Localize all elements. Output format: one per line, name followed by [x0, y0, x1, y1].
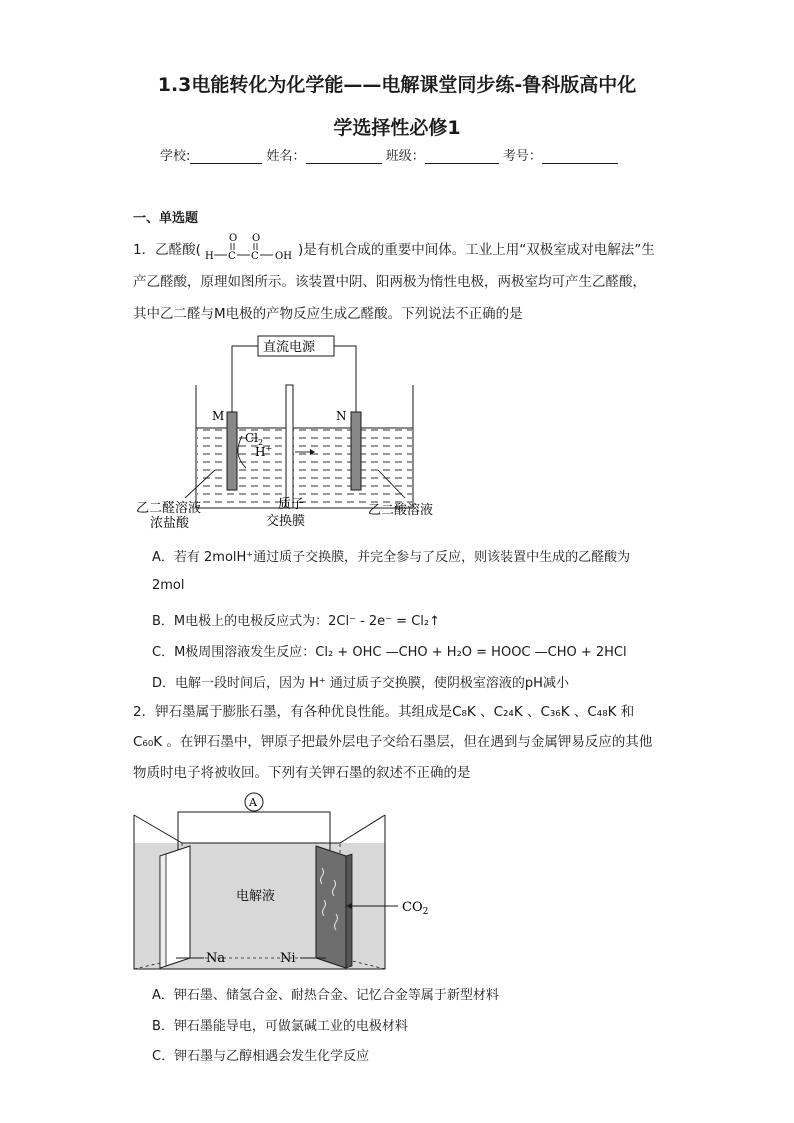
number-blank[interactable]: [542, 150, 618, 164]
q2-option-a: A．钾石墨、储氢合金、耐热合金、记忆合金等属于新型材料: [152, 988, 499, 1003]
cl2-label: $Cl_2$: [245, 431, 264, 447]
na-electrode-side: [160, 854, 166, 968]
student-info-line: [160, 145, 618, 164]
q1-stem-a: 1．乙醛酸(: [133, 242, 201, 258]
co2-battery-diagram: [130, 788, 450, 974]
left-solution-label-1: 乙二醛溶液: [136, 501, 202, 516]
ni-label: Ni: [280, 951, 296, 966]
page-title-line-2: 学选择性必修1: [333, 117, 461, 139]
q1-option-a-line-2: 2mol: [152, 578, 185, 593]
proton-exchange-membrane: [286, 385, 293, 508]
q1-line-3: 其中乙二醛与M电极的产物反应生成乙醛酸。下列说法不正确的是: [133, 306, 523, 322]
electrode-m-label: M: [212, 409, 225, 423]
na-label: Na: [206, 951, 226, 966]
q2-line-3: 物质时电子将被收回。下列有关钾石墨的叙述不正确的是: [133, 765, 471, 781]
mol-c2: C: [251, 251, 259, 262]
battery-lid-edges: [134, 815, 385, 843]
mol-o1: O: [229, 233, 238, 244]
electrolysis-cell-diagram: [130, 330, 450, 530]
mol-o2: O: [252, 233, 261, 244]
school-label: 学校:: [160, 149, 191, 164]
section-heading: 一、单选题: [133, 211, 199, 226]
q2-option-b: B．钾石墨能导电，可做氯碱工业的电极材料: [152, 1019, 408, 1034]
electrolyte-label: 电解液: [236, 889, 276, 904]
glyoxylic-acid-structure: [197, 230, 297, 262]
mol-c1: C: [228, 251, 236, 262]
q1-option-b: B．M电极上的电极反应式为：2Cl⁻ - 2e⁻ = Cl₂↑: [152, 614, 440, 629]
name-blank[interactable]: [306, 150, 382, 164]
co2-label: $CO_2$: [402, 900, 429, 917]
q2-line-2: C₆₀K 。在钾石墨中，钾原子把最外层电子交给石墨层，但在遇到与金属钾易反应的其他: [133, 734, 653, 750]
electrode-n-label: N: [336, 409, 347, 423]
ammeter-label: A: [249, 796, 257, 809]
school-blank[interactable]: [190, 150, 262, 164]
q1-option-c: C．M极周围溶液发生反应：Cl₂ + OHC —CHO + H₂O = HOOC —CHO + 2HCl: [152, 645, 627, 660]
q2-line-1: 2．钾石墨属于膨胀石墨，有各种优良性能。其组成是C₈K 、C₂₄K 、C₃₆K 、C₄₈K 和: [133, 704, 635, 720]
electrode-n: [351, 412, 361, 490]
page-title-line-1: 1.3电能转化为化学能——电解课堂同步练-鲁科版高中化: [157, 74, 637, 96]
left-solution-label-2: 浓盐酸: [150, 516, 190, 530]
name-label: 姓名：: [266, 149, 306, 164]
electrode-m: [227, 412, 237, 490]
q2-option-c: C．钾石墨与乙醇相遇会发生化学反应: [152, 1049, 370, 1064]
number-label: 考号：: [502, 149, 542, 164]
hplus-label: H+: [255, 444, 273, 459]
q1-line-2: 产乙醛酸，原理如图所示。该装置中阴、阳两极为惰性电极，两极室均可产生乙醛酸，: [133, 274, 646, 290]
mol-h: H: [205, 251, 214, 262]
q1-option-d: D．电解一段时间后，因为 H⁺ 通过质子交换膜，使阴极室溶液的pH减小: [152, 676, 569, 691]
q1-stem-b: )是有机合成的重要中间体。工业上用“双极室成对电解法”生: [298, 242, 655, 258]
mol-oh: OH: [275, 251, 292, 262]
class-label: 班级：: [385, 149, 425, 164]
ni-electrode: [316, 846, 346, 968]
power-supply-label: 直流电源: [263, 340, 316, 355]
q1-option-a-line-1: A．若有 2molH⁺通过质子交换膜，并完全参与了反应，则该装置中生成的乙醛酸为: [152, 550, 631, 565]
ni-electrode-side: [346, 854, 352, 968]
right-solution-label: 乙二酸溶液: [368, 503, 434, 518]
membrane-label-2: 交换膜: [266, 514, 306, 529]
membrane-label-1: 质子: [278, 497, 305, 512]
class-blank[interactable]: [425, 150, 499, 164]
